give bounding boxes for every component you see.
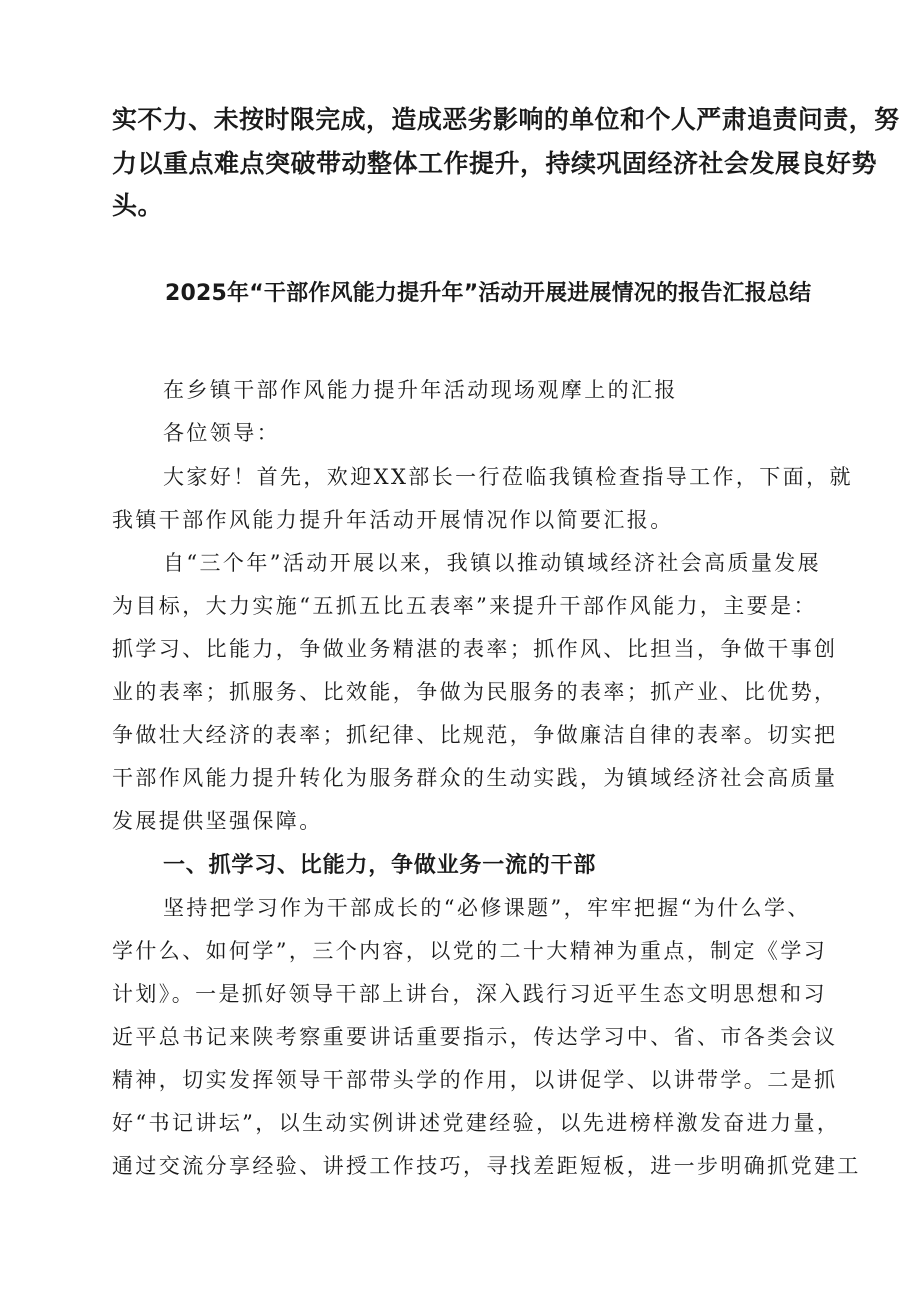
overview-line: 争做壮大经济的表率；抓纪律、比规范，争做廉洁自律的表率。切实把 bbox=[112, 723, 838, 747]
continuation-line: 头。 bbox=[112, 191, 164, 220]
intro-line: 大家好！首先，欢迎XX部长一行莅临我镇检查指导工作，下面，就 bbox=[163, 465, 853, 489]
section-heading: 一、抓学习、比能力，争做业务一流的干部 bbox=[163, 853, 597, 878]
continuation-line: 实不力、未按时限完成，造成恶劣影响的单位和个人严肃追责问责，努 bbox=[112, 105, 900, 134]
section-line: 精神，切实发挥领导干部带头学的作用，以讲促学、以讲带学。二是抓 bbox=[112, 1068, 838, 1092]
section-line: 通过交流分享经验、讲授工作技巧，寻找差距短板，进一步明确抓党建工 bbox=[112, 1154, 861, 1178]
section-line: 近平总书记来陕考察重要讲话重要指示，传达学习中、省、市各类会议 bbox=[112, 1025, 838, 1049]
overview-line: 业的表率；抓服务、比效能，争做为民服务的表率；抓产业、比优势， bbox=[112, 680, 838, 704]
section-line: 计划》。一是抓好领导干部上讲台，深入践行习近平生态文明思想和习 bbox=[112, 982, 827, 1006]
overview-line: 干部作风能力提升转化为服务群众的生动实践，为镇域经济社会高质量 bbox=[112, 766, 838, 790]
overview-line: 为目标，大力实施“五抓五比五表率”来提升干部作风能力，主要是： bbox=[112, 594, 817, 618]
section-line: 学什么、如何学”，三个内容，以党的二十大精神为重点，制定《学习 bbox=[112, 939, 828, 963]
report-title: 2025年“干部作风能力提升年”活动开展进展情况的报告汇报总结 bbox=[165, 281, 812, 306]
continuation-line: 力以重点难点突破带动整体工作提升，持续巩固经济社会发展良好势 bbox=[112, 149, 878, 178]
overview-line: 发展提供坚强保障。 bbox=[112, 809, 323, 833]
overview-line: 自“三个年”活动开展以来，我镇以推动镇域经济社会高质量发展 bbox=[163, 551, 822, 575]
report-subtitle: 在乡镇干部作风能力提升年活动现场观摩上的汇报 bbox=[163, 378, 678, 402]
intro-line: 我镇干部作风能力提升年活动开展情况作以简要汇报。 bbox=[112, 508, 674, 532]
salutation: 各位领导： bbox=[163, 421, 280, 445]
overview-line: 抓学习、比能力，争做业务精湛的表率；抓作风、比担当，争做干事创 bbox=[112, 637, 838, 661]
section-line: 好“书记讲坛”，以生动实例讲述党建经验，以先进榜样激发奋进力量， bbox=[112, 1111, 841, 1135]
section-line: 坚持把学习作为干部成长的“必修课题”，牢牢把握“为什么学、 bbox=[163, 896, 811, 920]
